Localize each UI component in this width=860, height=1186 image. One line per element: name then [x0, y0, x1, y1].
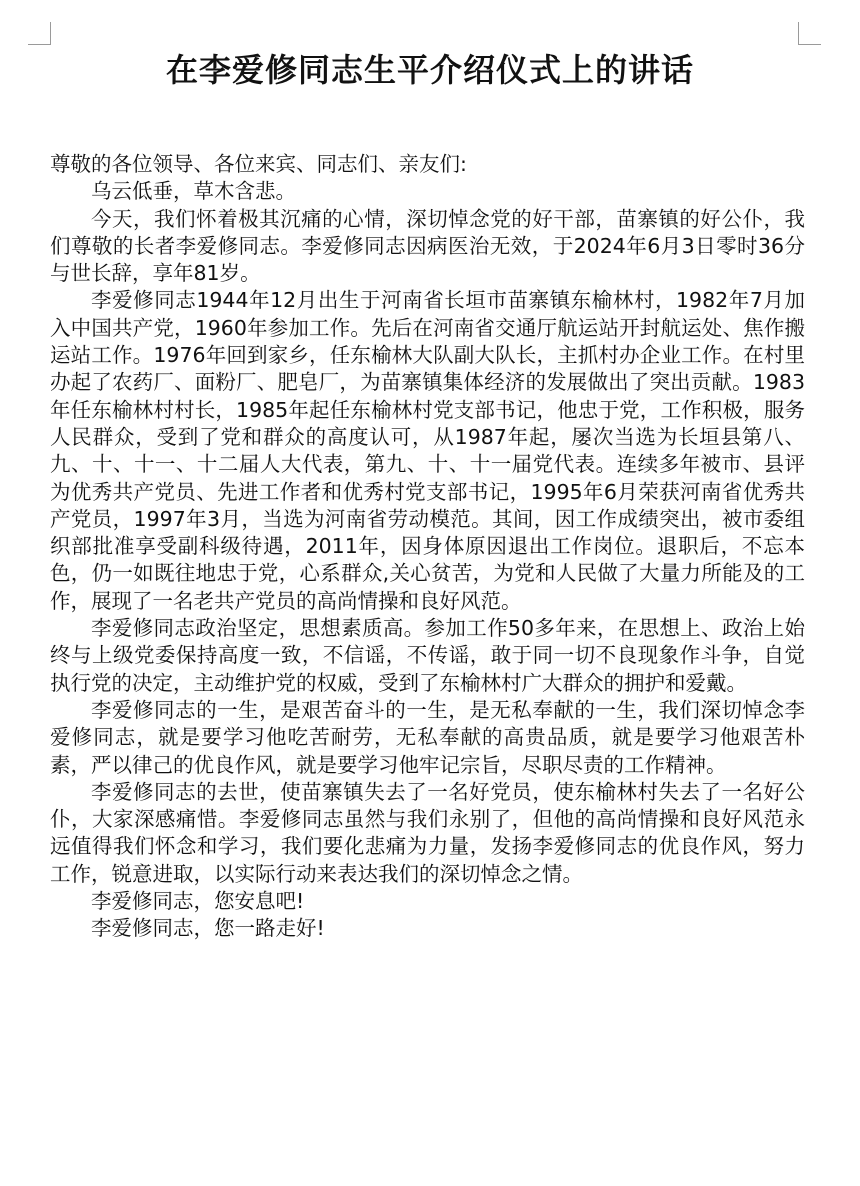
document-body [50, 151, 805, 943]
paragraph-farewell-2: 李爱修同志，您一路走好! [91, 916, 325, 941]
paragraph-life-summary: 李爱修同志的一生，是艰苦奋斗的一生，是无私奉献的一生，我们深切悼念李爱修同志，就是要学习他吃苦耐劳，无私奉献的高贵品质，就是要学习他艰苦朴素，严以律己的优良作风，就是要学习他牢记宗旨，尽职尽责的工作精神。 [50, 697, 805, 777]
greeting: 尊敬的各位领导、各位来宾、同志们、亲友们: [50, 152, 467, 176]
page-corner-mark-top-left [28, 22, 51, 45]
page-corner-mark-top-right [798, 22, 821, 45]
paragraph-mourning: 李爱修同志的去世，使苗寨镇失去了一名好党员，使东榆林村失去了一名好公仆，大家深感痛惜。李爱修同志虽然与我们永别了，但他的高尚情操和良好风范永远值得我们怀念和学习，我们要化悲痛为力量，发扬李爱修同志的优良作风，努力工作，锐意进取，以实际行动来表达我们的深切悼念之情。 [50, 779, 805, 886]
paragraph-farewell-1: 李爱修同志，您安息吧! [91, 889, 305, 914]
paragraph-biography: 李爱修同志1944年12月出生于河南省长垣市苗寨镇东榆林村，1982年7月加入中国共产党，1960年参加工作。先后在河南省交通厅航运站开封航运处、焦作搬运站工作。1976年回到家乡，任东榆林大队副大队长，主抓村办企业工作。在村里办起了农药厂、面粉厂、肥皂厂，为苗寨镇集体经济的发展做出了突出贡献。1983年任东榆林村村长，1985年起任东榆林村党支部书记，他忠于党，工作积极，服务人民群众，受到了党和群众的高度认可，从1987年起，屡次当选为长垣县第八、九、十、十一、十二届人大代表，第九、十、十一届党代表。连续多年被市、县评为优秀共产党员、先进工作者和优秀村党支部书记，1995年6月荣获河南省优秀共产党员，1997年3月，当选为河南省劳动模范。其间，因工作成绩突出，被市委组织部批准享受副科级待遇，2011年，因身体原因退出工作岗位。退职后，不忘本色，仍一如既往地忠于党，心系群众,关心贫苦，为党和人民做了大量力所能及的工作，展现了一名老共产党员的高尚情操和良好风范。 [50, 288, 805, 613]
paragraph-opening: 乌云低垂，草木含悲。 [91, 179, 296, 204]
paragraph-announcement: 今天，我们怀着极其沉痛的心情，深切悼念党的好干部，苗寨镇的好公仆，我们尊敬的长者李爱修同志。李爱修同志因病医治无效，于2024年6月3日零时36分与世长辞，享年81岁。 [50, 206, 805, 286]
document-title: 在李爱修同志生平介绍仪式上的讲话 [165, 51, 694, 89]
paragraph-political-character: 李爱修同志政治坚定，思想素质高。参加工作50多年来，在思想上、政治上始终与上级党委保持高度一致，不信谣，不传谣，敢于同一切不良现象作斗争，自觉执行党的决定，主动维护党的权威，受到了东榆林村广大群众的拥护和爱戴。 [50, 616, 805, 695]
